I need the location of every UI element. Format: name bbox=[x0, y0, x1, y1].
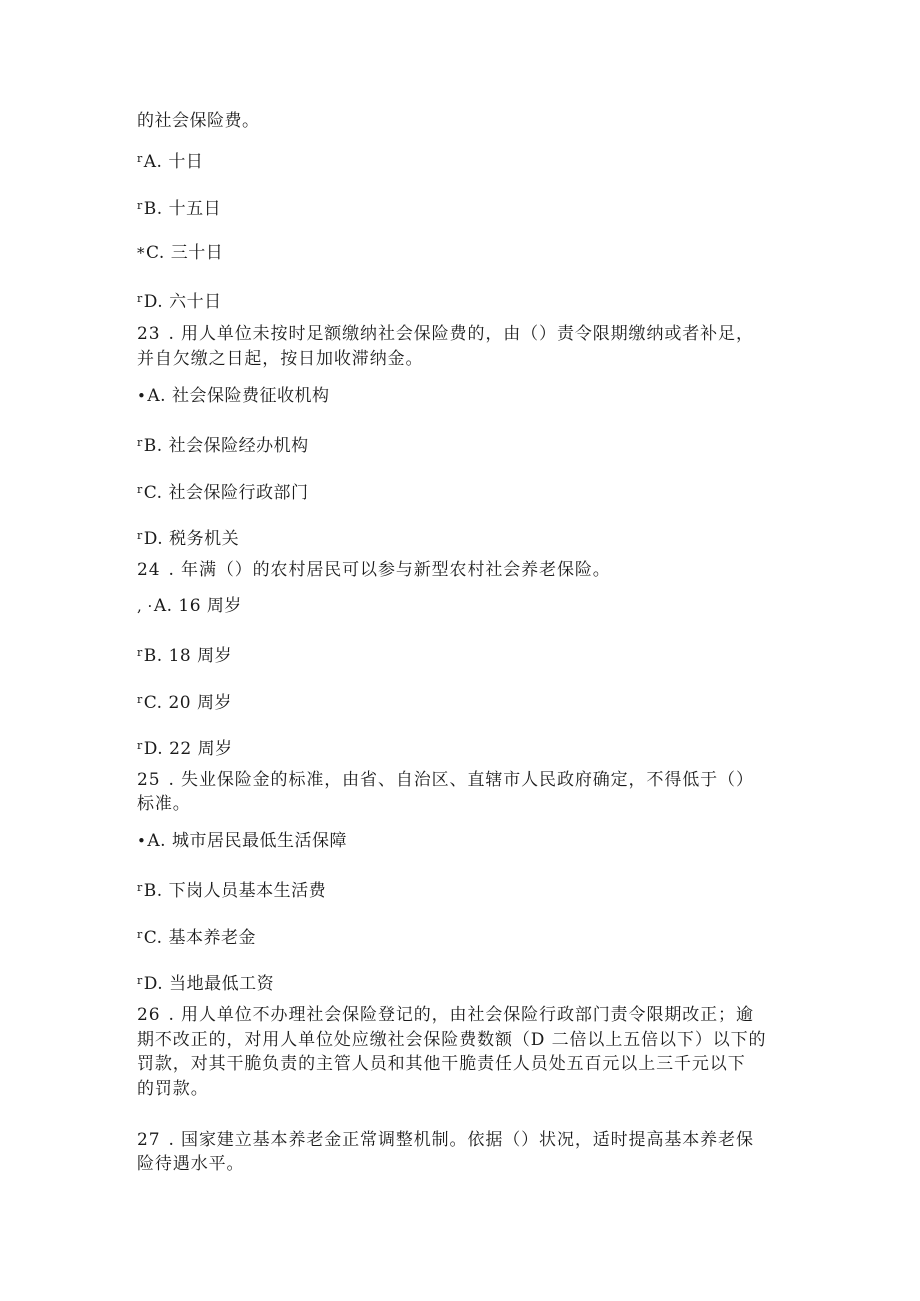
option-marker: r bbox=[137, 529, 143, 542]
question-text-line: 期不改正的，对用人单位处应缴社会保险费数额（D 二倍以上五倍以下）以下的 bbox=[137, 1030, 767, 1050]
option-label: A. 社会保险费征收机构 bbox=[147, 386, 330, 406]
option-label: D. 当地最低工资 bbox=[143, 974, 275, 994]
option-24-a[interactable] bbox=[137, 595, 242, 617]
option-24-d[interactable] bbox=[137, 735, 233, 760]
option-label: C. 社会保险行政部门 bbox=[143, 483, 309, 503]
option-25-d[interactable] bbox=[137, 970, 274, 995]
option-marker-selected: * bbox=[137, 244, 145, 262]
option-marker-selected: , · bbox=[137, 597, 153, 615]
option-marker: r bbox=[137, 646, 143, 659]
option-label: B. 下岗人员基本生活费 bbox=[143, 881, 327, 901]
question-text-line: 26 . 用人单位不办理社会保险登记的，由社会保险行政部门责令限期改正；逾 bbox=[137, 1005, 754, 1025]
option-marker: r bbox=[137, 693, 143, 706]
question-number: 23 bbox=[137, 324, 161, 344]
option-23-b[interactable] bbox=[137, 432, 309, 457]
option-22-a[interactable] bbox=[137, 148, 203, 173]
question-text-line: 的罚款。 bbox=[137, 1079, 209, 1099]
question-text-line: 罚款，对其干脆负责的主管人员和其他干脆责任人员处五百元以上三千元以下 bbox=[137, 1054, 746, 1074]
option-23-c[interactable] bbox=[137, 479, 308, 504]
option-marker: r bbox=[137, 881, 143, 894]
question-text-line: 25 . 失业保险金的标准，由省、自治区、直辖市人民政府确定，不得低于（） bbox=[137, 770, 754, 790]
question-text-line: 险待遇水平。 bbox=[137, 1154, 245, 1174]
option-label: D. 税务机关 bbox=[143, 529, 240, 549]
question-22-tail: 的社会保险费。 bbox=[137, 111, 260, 131]
option-marker: r bbox=[137, 292, 143, 305]
question-text-line: 并自欠缴之日起，按日加收滞纳金。 bbox=[137, 349, 424, 369]
option-25-c[interactable] bbox=[137, 924, 256, 949]
option-25-a[interactable] bbox=[137, 830, 347, 852]
question-text-line: 24 . 年满（）的农村居民可以参与新型农村社会养老保险。 bbox=[137, 560, 611, 580]
option-marker: r bbox=[137, 199, 143, 212]
option-label: B. 18 周岁 bbox=[143, 646, 233, 666]
option-label: A. 十日 bbox=[143, 152, 204, 172]
option-marker: r bbox=[137, 152, 143, 165]
option-marker: r bbox=[137, 974, 143, 987]
option-label: C. 三十日 bbox=[146, 243, 224, 263]
question-text-line: 23 . 用人单位未按时足额缴纳社会保险费的，由（）责令限期缴纳或者补足， bbox=[137, 324, 754, 344]
option-marker: r bbox=[137, 436, 143, 449]
option-23-a[interactable] bbox=[137, 385, 329, 407]
option-22-c[interactable] bbox=[137, 242, 223, 264]
option-label: A. 16 周岁 bbox=[153, 596, 242, 616]
option-marker-selected: • bbox=[137, 387, 147, 405]
option-23-d[interactable] bbox=[137, 525, 239, 550]
option-label: B. 十五日 bbox=[143, 199, 222, 219]
option-label: C. 基本养老金 bbox=[143, 928, 256, 948]
question-number: 25 bbox=[137, 770, 161, 790]
option-marker-selected: • bbox=[137, 832, 147, 850]
option-24-c[interactable] bbox=[137, 689, 232, 714]
question-number: 24 bbox=[137, 560, 161, 580]
option-24-b[interactable] bbox=[137, 642, 232, 667]
option-25-b[interactable] bbox=[137, 877, 326, 902]
option-label: A. 城市居民最低生活保障 bbox=[147, 831, 347, 851]
option-marker: r bbox=[137, 739, 143, 752]
option-22-b[interactable] bbox=[137, 195, 221, 220]
option-marker: r bbox=[137, 928, 143, 941]
option-22-d[interactable] bbox=[137, 288, 222, 313]
question-number: 26 bbox=[137, 1005, 161, 1025]
question-number: 27 bbox=[137, 1130, 161, 1150]
question-text-line: 标准。 bbox=[137, 794, 191, 814]
option-label: D. 22 周岁 bbox=[143, 739, 233, 759]
option-label: C. 20 周岁 bbox=[143, 693, 233, 713]
option-marker: r bbox=[137, 483, 143, 496]
option-label: D. 六十日 bbox=[143, 292, 222, 312]
option-label: B. 社会保险经办机构 bbox=[143, 436, 309, 456]
question-text-line: 27 . 国家建立基本养老金正常调整机制。依据（）状况，适时提高基本养老保 bbox=[137, 1130, 754, 1150]
